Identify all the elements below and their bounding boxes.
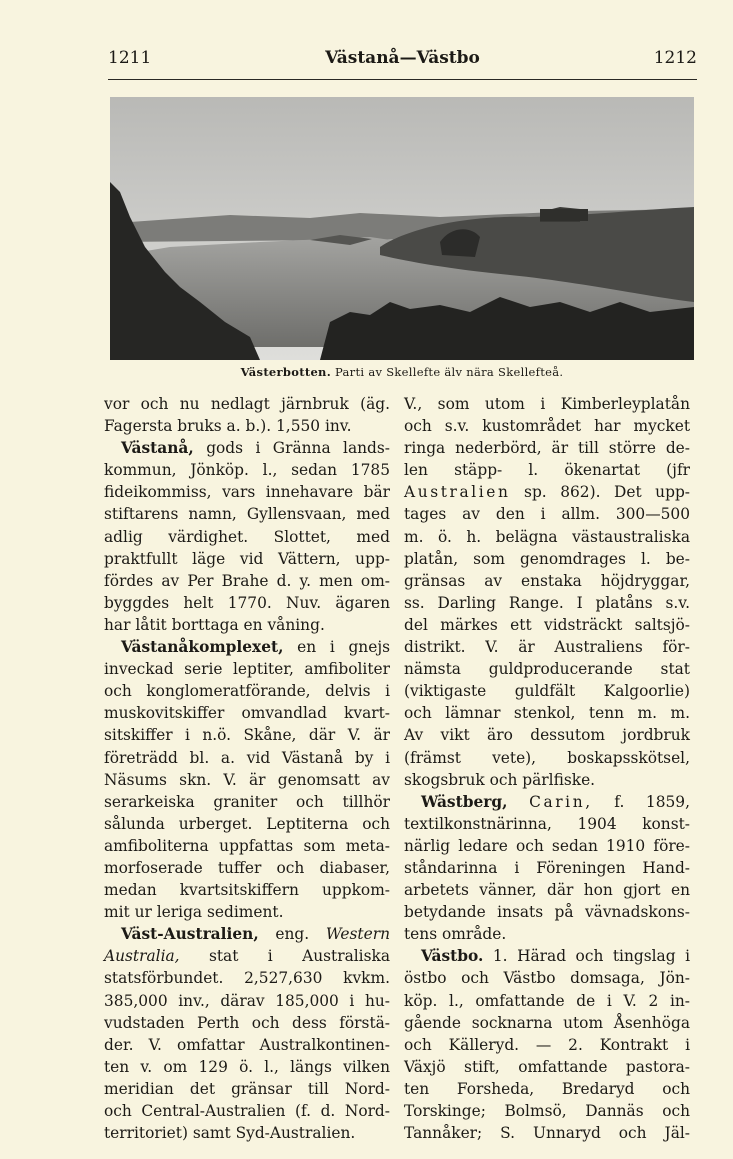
page-number-right: 1212 (653, 48, 697, 68)
text-line: m. ö. h. belägna västaustraliska (404, 527, 690, 546)
text-line: muskovitskiffer omvandlad kvart- (104, 704, 390, 723)
text-line: byggdes helt 1770. Nuv. ägaren (104, 593, 390, 612)
headword: Västanå, (121, 439, 194, 458)
page-title: Västanå—Västbo (325, 48, 480, 68)
text-line: morfoserade tuffer och diabaser, (104, 858, 390, 877)
text-line: territoriet) samt Syd-Australien. (104, 1124, 356, 1143)
text-line: ten Forsheda, Bredaryd och (404, 1079, 690, 1098)
text-line: Fagersta bruks a. b.). 1,550 inv. (104, 417, 352, 436)
caption-region: Västerbotten. (240, 365, 332, 379)
right-column (404, 393, 690, 1144)
text-line: (viktigaste guldfält Kalgoorlie) (404, 682, 690, 701)
text-line: företrädd bl. a. vid Västanå by i (104, 748, 390, 767)
header-rule (108, 79, 697, 80)
text-line: fördes av Per Brahe d. y. men om- (104, 571, 390, 590)
text-line: sp. 862). Det upp- (510, 483, 690, 502)
text-line: kommun, Jönköp. l., sedan 1785 (104, 461, 390, 480)
headword: Wästberg, (421, 792, 508, 811)
headword: Västbo. (421, 947, 484, 966)
text-line: ringa nederbörd, är till större de- (404, 439, 690, 458)
text-line: skogsbruk och pärlfiske. (404, 770, 596, 789)
text-line: serarkeiska graniter och tillhör (104, 792, 390, 811)
english-name: Western (325, 925, 390, 944)
text-line: stat i Australiska (179, 947, 390, 966)
running-header (108, 48, 697, 76)
text-line: nämsta guldproducerande stat (404, 660, 690, 679)
text-line: Näsums skn. V. är genomsatt av (104, 770, 390, 789)
entry-vastbo (404, 945, 690, 1144)
text-line: Tannåker; S. Unnaryd och Jäl- (404, 1124, 690, 1143)
text-line: 385,000 inv., därav 185,000 i hu- (104, 991, 390, 1010)
text-line: sitskiffer i n.ö. Skåne, där V. är (104, 726, 390, 745)
text-line: V., som utom i Kimberleyplatån (404, 395, 690, 413)
left-column (104, 393, 390, 1144)
text-line: vudstaden Perth och dess förstä- (104, 1013, 390, 1032)
text-line: praktfullt läge vid Vättern, upp- (104, 549, 390, 568)
entry-vastanakomplexet (104, 636, 390, 923)
text-line: tages av den i allm. 300—500 (404, 505, 690, 524)
text-line: platån, som genomdrages l. be- (404, 549, 690, 568)
text-line: närlig ledare och sedan 1910 före- (404, 836, 690, 855)
text-line: ståndarinna i Föreningen Hand- (404, 858, 690, 877)
headword: Västanåkomplexet, (121, 638, 284, 657)
text-line: betydande insats på vävnadskons- (404, 903, 690, 922)
continuation-paragraph (404, 393, 690, 791)
text-line: gränsas av enstaka höjdryggar, (404, 571, 690, 590)
text-line: sålunda urberget. Leptiterna och (104, 814, 390, 833)
headword: Väst-Australien, (121, 925, 259, 944)
text-line: 1. Härad och tingslag i (483, 947, 690, 966)
text-line: inveckad serie leptiter, amfiboliter (104, 660, 390, 679)
text-line: och konglomeratförande, delvis i (104, 682, 390, 701)
text-line: ten v. om 129 ö. l., längs vilken (104, 1057, 390, 1076)
english-name: Australia, (104, 947, 180, 966)
entry-vastana (104, 437, 390, 636)
text-line: (främst vete), boskapsskötsel, (404, 748, 690, 767)
text-line: och s.v. kustområdet har mycket (404, 417, 690, 436)
text-line: en i gnejs (283, 638, 390, 657)
text-line: len stäpp- l. ökenartat (jfr (404, 461, 690, 480)
text-line: har låtit borttaga en våning. (104, 615, 325, 634)
text-line: eng. (258, 925, 326, 944)
text-line: vor och nu nedlagt järnbruk (äg. (104, 395, 390, 413)
text-line: adlig värdighet. Slottet, med (104, 527, 390, 546)
text-line: f. 1859, (592, 792, 690, 811)
text-line: distrikt. V. är Australiens för- (404, 638, 690, 657)
text-line: amfiboliterna uppfattas som meta- (104, 836, 390, 855)
entry-wastberg (404, 791, 690, 946)
text-line: och lämnar stenkol, tenn m. m. (404, 704, 690, 723)
entry-vast-australien (104, 923, 390, 1144)
text-line: östbo och Västbo domsaga, Jön- (404, 969, 690, 988)
text-line: statsförbundet. 2,527,630 kvkm. (104, 969, 390, 988)
text-line: Växjö stift, omfattande pastora- (404, 1057, 690, 1076)
text-line: tens område. (404, 925, 507, 944)
text-line: textilkonstnärinna, 1904 konst- (404, 814, 690, 833)
text-line: Torskinge; Bolmsö, Dannäs och (404, 1102, 690, 1120)
text-line: meridian det gränsar till Nord- (104, 1079, 390, 1098)
text-line: och Källeryd. — 2. Kontrakt i (404, 1035, 690, 1054)
cross-reference: Australien (404, 483, 511, 502)
continuation-paragraph (104, 393, 390, 437)
text-line: köp. l., omfattande de i V. 2 in- (404, 991, 690, 1010)
text-line: gående socknarna utom Åsenhöga (404, 1013, 690, 1032)
landscape-photo (110, 97, 694, 360)
text-line: stiftarens namn, Gyllensvaan, med (104, 505, 390, 524)
page-number-left: 1211 (108, 48, 152, 68)
text-line: Av vikt äro dessutom jordbruk (404, 726, 690, 745)
person-name: Carin, (529, 792, 593, 811)
text-line: gods i Gränna lands- (193, 439, 390, 458)
text-line: medan kvartsitskiffern uppkom- (104, 881, 390, 900)
figure-caption (110, 365, 694, 379)
text-line: ss. Darling Range. I platåns s.v. (404, 593, 690, 612)
text-line: del märkes ett vidsträckt saltsjö- (404, 615, 690, 634)
text-line: fideikommiss, vars innehavare bär (104, 483, 390, 502)
text-line: mit ur leriga sediment. (104, 903, 284, 922)
caption-text: Parti av Skellefte älv nära Skellefteå. (331, 365, 564, 379)
text-line: arbetets vänner, där hon gjort en (404, 881, 690, 900)
text-line: der. V. omfattar Australkontinen- (104, 1035, 390, 1054)
text-line: och Central-Australien (f. d. Nord- (104, 1102, 390, 1120)
